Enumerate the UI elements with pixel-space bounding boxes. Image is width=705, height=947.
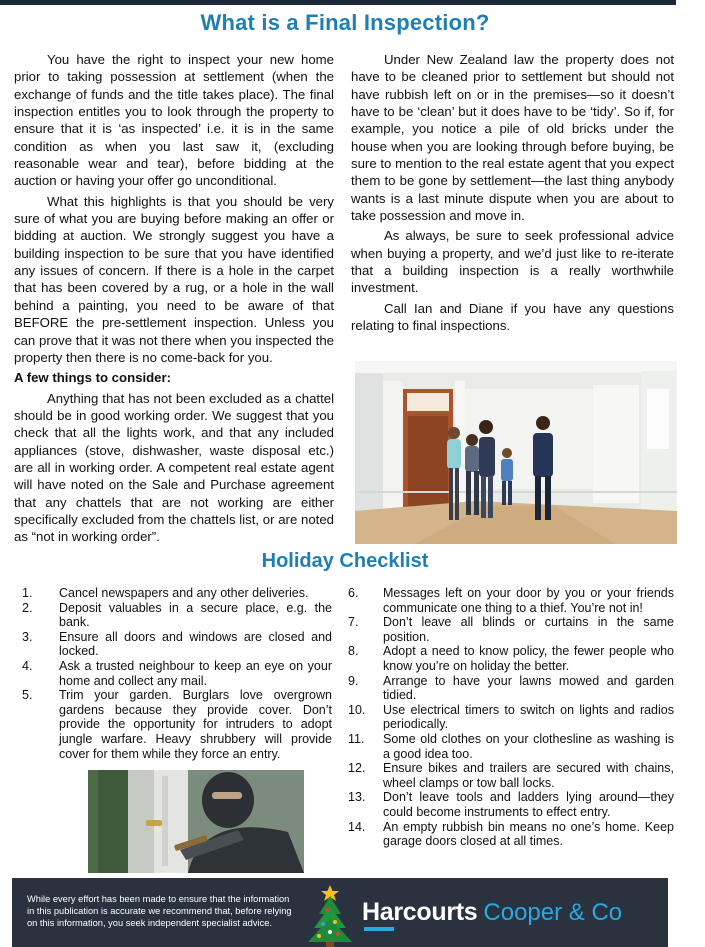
checklist-number: 9.: [348, 673, 359, 688]
checklist-text: An empty rubbish bin means no one’s home. Keep garage doors closed at all times.: [383, 819, 674, 849]
checklist-number: 3.: [22, 629, 33, 644]
checklist-text: Ensure bikes and trailers are secured with chains, wheel clamps or tow ball locks.: [383, 761, 674, 790]
brand-sub-text: Cooper & Co: [483, 899, 623, 926]
checklist-text: Arrange to have your lawns mowed and garden tidied.: [383, 673, 674, 703]
paragraph: What this highlights is that you should be very sure of what you are buying before making an offer or bidding at auction. We strongly suggest you have a building inspection to be sure that you have identified any issues of concern. If there is a hole in the carpet that has been covered by a rug, or a hole in the wall behind a painting, you need to be aware of that BEFORE the pre-settlement inspection. Unless you can prove that it was not there when you inspected the property then there is no come-back for you.: [14, 193, 334, 365]
checklist-text: Trim your garden. Burglars love overgrown gardens because they provide cover. Don’t provide the opportunity for intruders to adopt jungle warfare. Heavy shrubbery will provide cover for them while they force an entry.: [59, 688, 332, 761]
checklist-text: Messages left on your door by you or your friends communicate one thing to a thief. You’re not in!: [383, 586, 674, 615]
checklist-text: Cancel newspapers and any other deliveries.: [59, 586, 309, 600]
checklist-item: [348, 732, 674, 761]
checklist-text: Ensure all doors and windows are closed and locked.: [59, 629, 332, 659]
page-title: What is a Final Inspection?: [200, 10, 490, 35]
checklist-item: [348, 761, 674, 790]
brand-accent-bar: [364, 927, 394, 931]
disclaimer-text: While every effort has been made to ensure that the information in this publication is accurate we recommend that, before relying on this information, you seek independent specialist advice.: [27, 894, 292, 929]
paragraph: You have the right to inspect your new home prior to taking possession at settlement (when the exchange of funds and the title takes place). The final inspection entitles you to look through the property to ensure that it is ‘as inspected’ i.e. it is in the same condition as when you last saw it, (excluding reasonable wear and tear), before bidding at the auction or having your offer go unconditional.: [14, 52, 334, 189]
checklist-right: [348, 586, 674, 849]
checklist-text: Don’t leave all blinds or curtains in the same position.: [383, 615, 674, 644]
right-column: [351, 51, 674, 335]
checklist-item: [348, 586, 674, 615]
checklist-text: Some old clothes on your clothesline as washing is a good idea too.: [383, 731, 674, 761]
checklist-item: [348, 790, 674, 819]
checklist-item: [22, 630, 332, 659]
checklist-text: Ask a trusted neighbour to keep an eye on your home and collect any mail.: [59, 658, 332, 688]
checklist-number: 4.: [22, 658, 33, 673]
checklist-number: 1.: [22, 586, 33, 600]
checklist-text: Don’t leave tools and ladders lying around—they could become instruments to effect entry.: [383, 790, 674, 819]
checklist-item: [348, 644, 674, 673]
checklist-number: 11.: [348, 731, 365, 746]
top-bar: [0, 0, 676, 5]
checklist-number: 7.: [348, 615, 359, 630]
checklist-number: 6.: [348, 586, 359, 600]
checklist-item: [348, 820, 674, 849]
checklist-number: 5.: [22, 688, 33, 703]
family-house-photo: [355, 361, 677, 544]
paragraph: Under New Zealand law the property does not have to be cleaned prior to settlement but should not have rubbish left on or in the premises—so it doesn’t have to be ‘clean’ but it does have to be ‘tidy’. So if, for example, you notice a pile of old bricks under the house when you are looking through before buying, be sure to mention to the real estate agent that you expect them to be gone by settlement—the last thing anybody wants is a last minute dispute when you are about to take possession and move in.: [351, 52, 674, 224]
paragraph: Anything that has not been excluded as a chattel should be in good working order. We suggest that you check that all the lights work, and that any included appliances (stove, dishwasher, waste disposal etc.) are all in working order. A competent real estate agent will have noted on the Sale and Purchase agreement that any chattels that are not working are either specifically excluded from the chattels list, or are noted as “not in working order”.: [14, 390, 334, 545]
footer: [12, 878, 668, 947]
checklist-number: 14.: [348, 819, 366, 834]
checklist-number: 13.: [348, 790, 366, 805]
checklist-text: Deposit valuables in a secure place, e.g. the bank.: [59, 600, 332, 630]
checklist-number: 8.: [348, 644, 359, 659]
brand-logo: [362, 898, 622, 927]
checklist-item: [348, 703, 674, 732]
christmas-tree-icon: [303, 884, 357, 947]
section-title: Holiday Checklist: [261, 550, 429, 572]
checklist-left: [22, 586, 332, 761]
checklist-item: [22, 586, 332, 601]
checklist-item: [348, 615, 674, 644]
checklist-number: 2.: [22, 600, 33, 615]
left-column: [14, 51, 334, 546]
brand-main-text: Harcourts: [362, 898, 478, 926]
checklist-item: [22, 688, 332, 761]
checklist-text: Adopt a need to know policy, the fewer people who know you’re on holiday the better.: [383, 644, 674, 673]
checklist-item: [22, 601, 332, 630]
checklist-number: 10.: [348, 702, 366, 717]
checklist-item: [348, 674, 674, 703]
checklist-item: [22, 659, 332, 688]
checklist-number: 12.: [348, 761, 366, 776]
paragraph: As always, be sure to seek professional advice when buying a property, and we’d just like to re-iterate that a building inspection is a really worthwhile investment.: [351, 228, 674, 296]
burglar-photo: [88, 770, 304, 873]
paragraph: Call Ian and Diane if you have any questions relating to final inspections.: [351, 300, 674, 334]
section-heading: A few things to consider:: [14, 370, 172, 386]
checklist-text: Use electrical timers to switch on lights and radios periodically.: [383, 702, 674, 732]
